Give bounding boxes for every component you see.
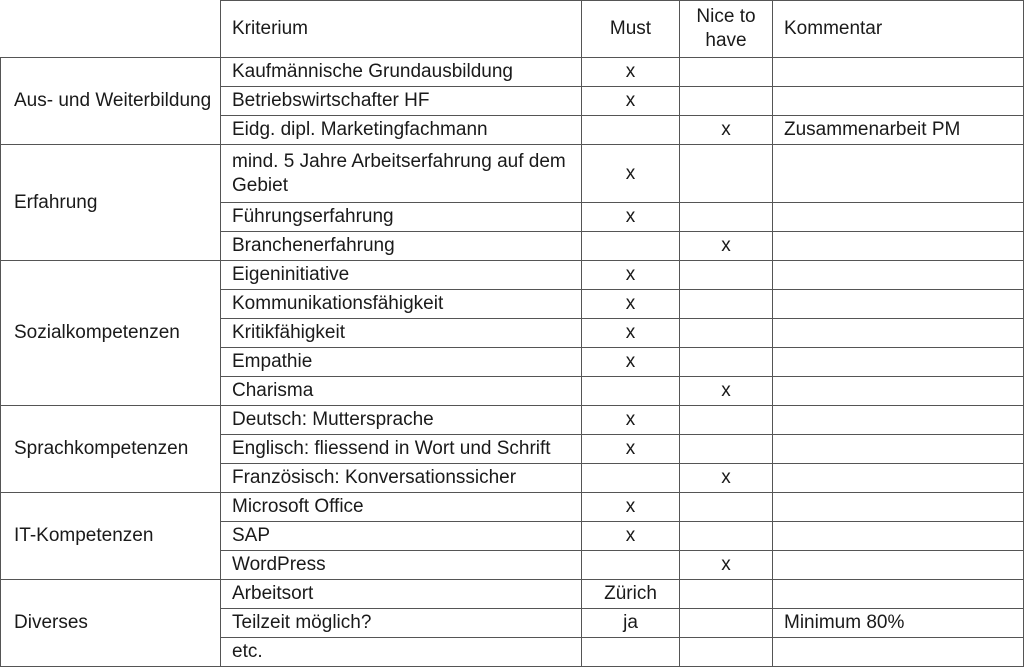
nice-cell — [680, 609, 773, 638]
criterion-cell: mind. 5 Jahre Arbeitserfahrung auf dem Gebiet — [221, 145, 582, 203]
nice-cell — [680, 319, 773, 348]
comment-cell — [773, 348, 1024, 377]
nice-cell — [680, 493, 773, 522]
criterion-cell: SAP — [221, 522, 582, 551]
nice-cell — [680, 87, 773, 116]
criterion-cell: Betriebswirtschafter HF — [221, 87, 582, 116]
criterion-cell: WordPress — [221, 551, 582, 580]
nice-cell — [680, 580, 773, 609]
comment-cell — [773, 87, 1024, 116]
criterion-cell: etc. — [221, 638, 582, 667]
criterion-cell: Empathie — [221, 348, 582, 377]
table-row — [1, 58, 1024, 87]
nice-cell — [680, 348, 773, 377]
comment-cell — [773, 406, 1024, 435]
header-criterion: Kriterium — [221, 1, 582, 58]
criterion-cell: Führungserfahrung — [221, 203, 582, 232]
comment-cell — [773, 522, 1024, 551]
table-row — [1, 261, 1024, 290]
must-cell — [582, 638, 680, 667]
comment-cell: Minimum 80% — [773, 609, 1024, 638]
criterion-cell: Microsoft Office — [221, 493, 582, 522]
comment-cell — [773, 261, 1024, 290]
must-cell: x — [582, 348, 680, 377]
criterion-cell: Französisch: Konversationssicher — [221, 464, 582, 493]
criterion-cell: Kommunikationsfähigkeit — [221, 290, 582, 319]
table-row — [1, 145, 1024, 203]
table-row — [1, 493, 1024, 522]
comment-cell — [773, 435, 1024, 464]
must-cell: x — [582, 435, 680, 464]
table-row — [1, 580, 1024, 609]
must-cell: x — [582, 290, 680, 319]
comment-cell — [773, 580, 1024, 609]
comment-cell — [773, 58, 1024, 87]
nice-cell — [680, 145, 773, 203]
must-cell: ja — [582, 609, 680, 638]
criterion-cell: Eigeninitiative — [221, 261, 582, 290]
nice-cell: x — [680, 377, 773, 406]
criterion-cell: Kritikfähigkeit — [221, 319, 582, 348]
comment-cell — [773, 319, 1024, 348]
must-cell: x — [582, 493, 680, 522]
comment-cell — [773, 377, 1024, 406]
criterion-cell: Deutsch: Muttersprache — [221, 406, 582, 435]
nice-cell — [680, 261, 773, 290]
must-cell — [582, 551, 680, 580]
nice-cell — [680, 290, 773, 319]
criterion-cell: Charisma — [221, 377, 582, 406]
corner-cell — [1, 1, 221, 58]
must-cell — [582, 116, 680, 145]
nice-cell — [680, 406, 773, 435]
nice-cell: x — [680, 551, 773, 580]
must-cell — [582, 464, 680, 493]
nice-cell — [680, 203, 773, 232]
must-cell: x — [582, 145, 680, 203]
category-cell: Erfahrung — [1, 145, 221, 261]
must-cell: x — [582, 319, 680, 348]
category-cell: Sprachkompetenzen — [1, 406, 221, 493]
header-nice-to-have: Nice to have — [680, 1, 773, 58]
nice-cell: x — [680, 464, 773, 493]
nice-cell — [680, 638, 773, 667]
comment-cell — [773, 493, 1024, 522]
must-cell: Zürich — [582, 580, 680, 609]
must-cell: x — [582, 87, 680, 116]
criterion-cell: Englisch: fliessend in Wort und Schrift — [221, 435, 582, 464]
criterion-cell: Branchenerfahrung — [221, 232, 582, 261]
comment-cell: Zusammenarbeit PM — [773, 116, 1024, 145]
must-cell: x — [582, 406, 680, 435]
must-cell: x — [582, 203, 680, 232]
nice-cell — [680, 435, 773, 464]
category-cell: IT-Kompetenzen — [1, 493, 221, 580]
table-row — [1, 406, 1024, 435]
must-cell: x — [582, 261, 680, 290]
must-cell — [582, 377, 680, 406]
category-cell: Diverses — [1, 580, 221, 667]
category-cell: Aus- und Weiterbildung — [1, 58, 221, 145]
criterion-cell: Teilzeit möglich? — [221, 609, 582, 638]
comment-cell — [773, 638, 1024, 667]
comment-cell — [773, 203, 1024, 232]
comment-cell — [773, 232, 1024, 261]
must-cell: x — [582, 58, 680, 87]
header-row — [1, 1, 1024, 58]
header-must: Must — [582, 1, 680, 58]
nice-cell: x — [680, 116, 773, 145]
criterion-cell: Arbeitsort — [221, 580, 582, 609]
must-cell: x — [582, 522, 680, 551]
nice-cell: x — [680, 232, 773, 261]
header-comment: Kommentar — [773, 1, 1024, 58]
comment-cell — [773, 551, 1024, 580]
comment-cell — [773, 145, 1024, 203]
nice-cell — [680, 58, 773, 87]
must-cell — [582, 232, 680, 261]
category-cell: Sozialkompetenzen — [1, 261, 221, 406]
nice-cell — [680, 522, 773, 551]
comment-cell — [773, 290, 1024, 319]
criterion-cell: Kaufmännische Grundausbildung — [221, 58, 582, 87]
criterion-cell: Eidg. dipl. Marketingfachmann — [221, 116, 582, 145]
comment-cell — [773, 464, 1024, 493]
